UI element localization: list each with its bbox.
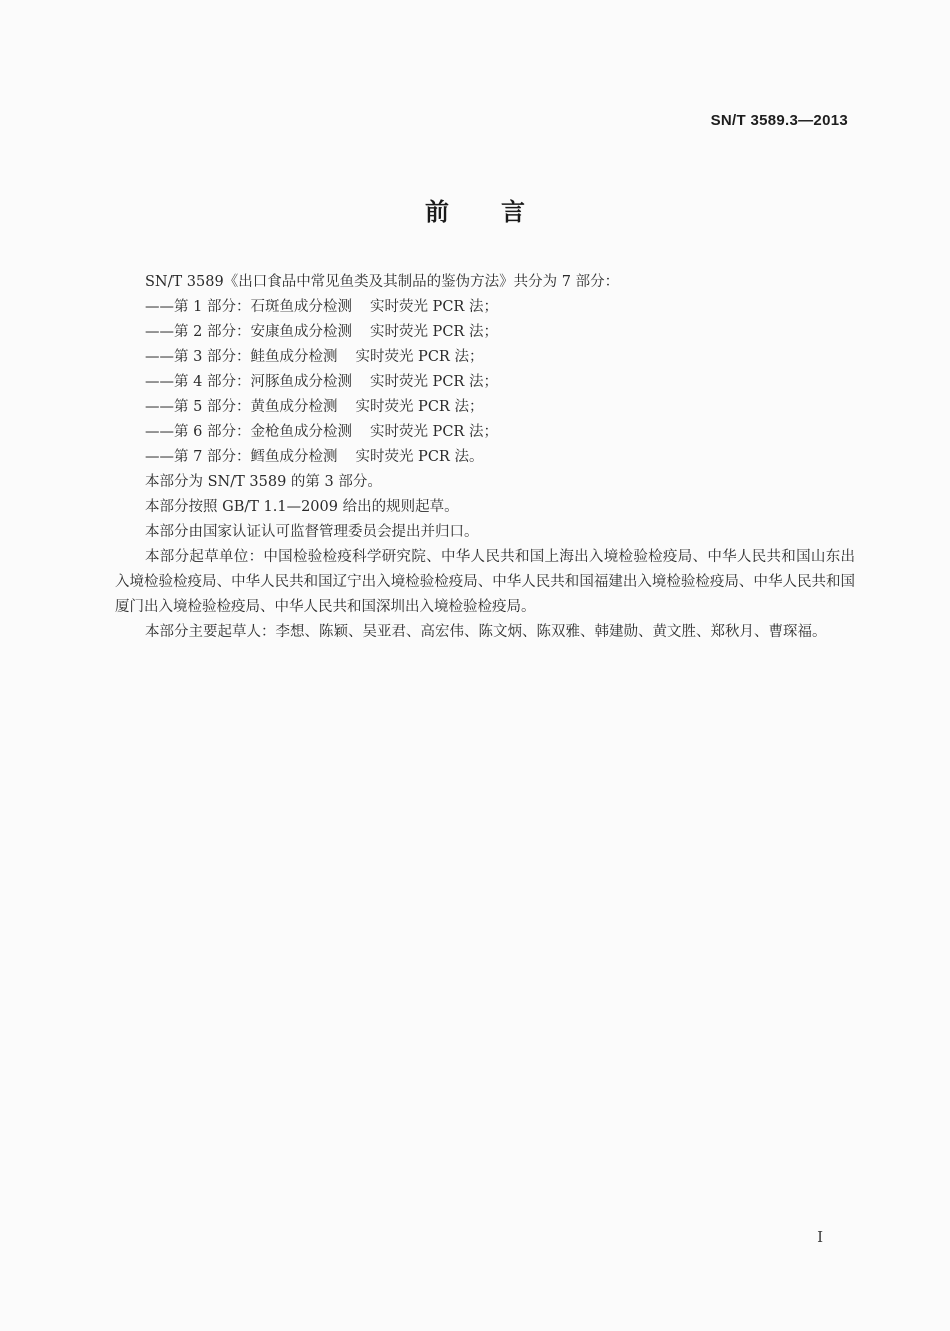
- part-name: 鲑鱼成分检测: [250, 349, 338, 365]
- page-number: I: [817, 1228, 823, 1246]
- part-prefix: ——第 4 部分：: [145, 374, 251, 390]
- drafting-units-paragraph: 本部分起草单位：中国检验检疫科学研究院、中华人民共和国上海出入境检验检疫局、中华人民共和国山东出入境检验检疫局、中华人民共和国辽宁出入境检验检疫局、中华人民共和国福建出入境检验检疫局、中华人民共和国厦门出入境检验检疫局、中华人民共和国深圳出入境检验检疫局。: [115, 549, 855, 615]
- document-body: [115, 270, 855, 645]
- part-prefix: ——第 1 部分：: [145, 299, 251, 315]
- intro-paragraph: SN/T 3589《出口食品中常见鱼类及其制品的鉴伪方法》共分为 7 部分：: [145, 274, 620, 290]
- drafting-rules-paragraph: 本部分按照 GB/T 1.1—2009 给出的规则起草。: [145, 499, 459, 515]
- list-item: [115, 345, 855, 370]
- part-method: 实时荧光 PCR 法；: [355, 399, 484, 415]
- list-item: [115, 370, 855, 395]
- part-prefix: ——第 5 部分：: [145, 399, 251, 415]
- part-name: 安康鱼成分检测: [250, 324, 352, 340]
- part-prefix: ——第 3 部分：: [145, 349, 251, 365]
- part-name: 金枪鱼成分检测: [250, 424, 352, 440]
- list-item: [115, 420, 855, 445]
- part-name: 黄鱼成分检测: [250, 399, 338, 415]
- parts-list: [115, 295, 855, 470]
- page-title: 前言: [425, 198, 577, 226]
- list-item: [115, 445, 855, 470]
- part-name: 鳕鱼成分检测: [250, 449, 338, 465]
- part-method: 实时荧光 PCR 法；: [369, 374, 498, 390]
- standard-code: SN/T 3589.3—2013: [710, 112, 848, 129]
- part-method: 实时荧光 PCR 法；: [369, 299, 498, 315]
- list-item: [115, 295, 855, 320]
- part-prefix: ——第 7 部分：: [145, 449, 251, 465]
- drafters-paragraph: 本部分主要起草人：李想、陈颖、吴亚君、高宏伟、陈文炳、陈双雅、韩建勋、黄文胜、郑秋月、曹琛福。: [145, 624, 827, 640]
- part-of-paragraph: 本部分为 SN/T 3589 的第 3 部分。: [145, 474, 382, 490]
- part-method: 实时荧光 PCR 法。: [355, 449, 484, 465]
- part-prefix: ——第 2 部分：: [145, 324, 251, 340]
- part-method: 实时荧光 PCR 法；: [369, 424, 498, 440]
- list-item: [115, 320, 855, 345]
- part-name: 河豚鱼成分检测: [250, 374, 352, 390]
- list-item: [115, 395, 855, 420]
- part-prefix: ——第 6 部分：: [145, 424, 251, 440]
- part-name: 石斑鱼成分检测: [250, 299, 352, 315]
- part-method: 实时荧光 PCR 法；: [369, 324, 498, 340]
- proposed-by-paragraph: 本部分由国家认证认可监督管理委员会提出并归口。: [145, 524, 479, 540]
- part-method: 实时荧光 PCR 法；: [355, 349, 484, 365]
